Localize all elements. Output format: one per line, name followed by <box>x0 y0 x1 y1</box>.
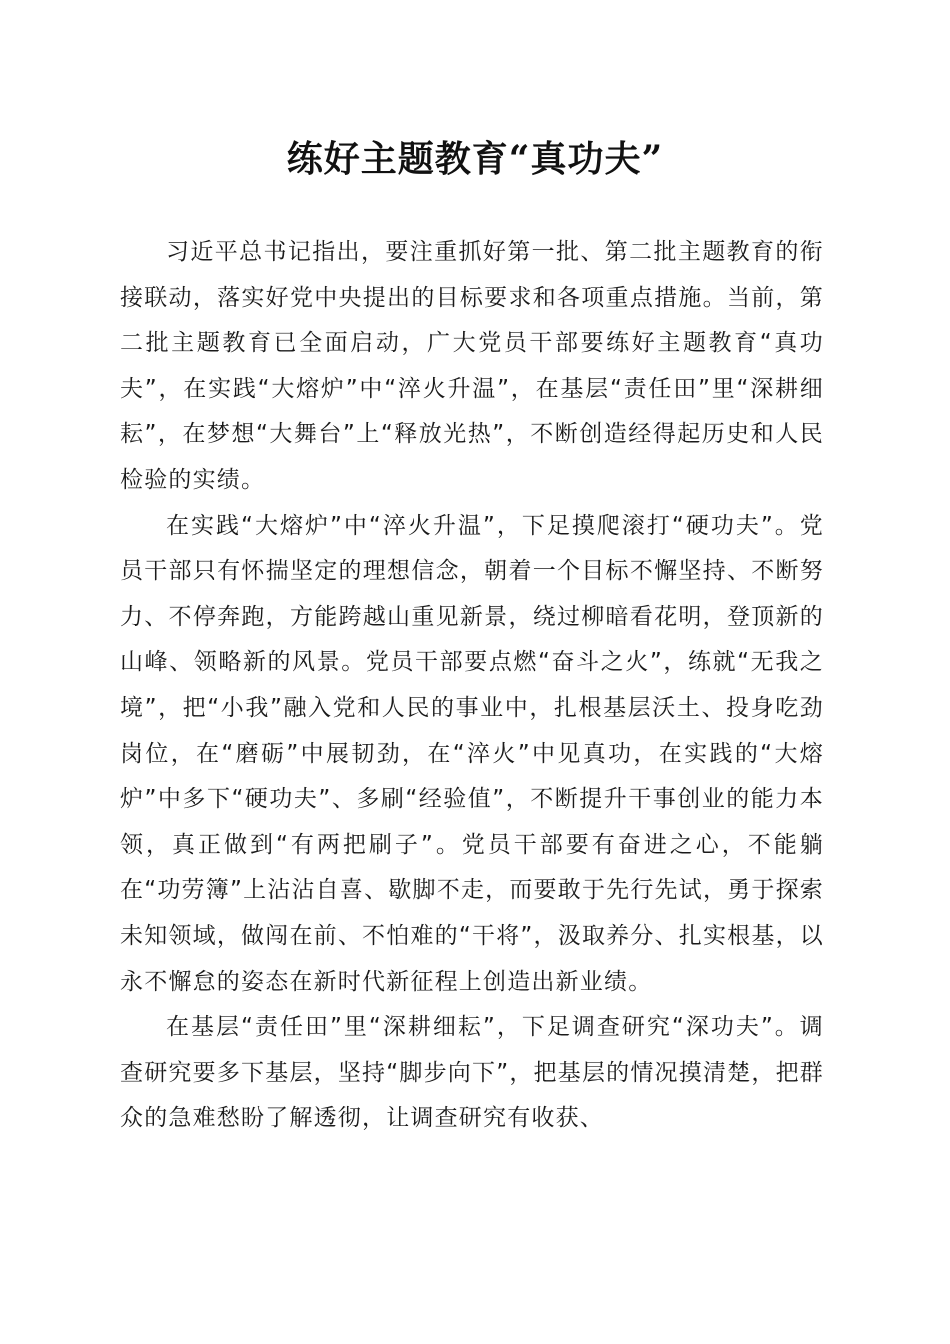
document-title: 练好主题教育“真功夫” <box>286 138 664 180</box>
paragraph-3: 在基层“责任田”里“深耕细耘”，下足调查研究“深功夫”。调查研究要多下基层，坚持“脚步向下”，把基层的情况摸清楚，把群众的急难愁盼了解透彻，让调查研究有收获、 <box>120 1014 824 1132</box>
document-body <box>120 230 824 1142</box>
paragraph-1: 习近平总书记指出，要注重抓好第一批、第二批主题教育的衔接联动，落实好党中央提出的目标要求和各项重点措施。当前，第二批主题教育已全面启动，广大党员干部要练好主题教育“真功夫”，在实践“大熔炉”中“淬火升温”，在基层“责任田”里“深耕细耘”，在梦想“大舞台”上“释放光热”，不断创造经得起历史和人民检验的实绩。 <box>120 239 824 493</box>
paragraph-2: 在实践“大熔炉”中“淬火升温”，下足摸爬滚打“硬功夫”。党员干部只有怀揣坚定的理想信念，朝着一个目标不懈坚持、不断努力、不停奔跑，方能跨越山重见新景，绕过柳暗看花明，登顶新的山峰、领略新的风景。党员干部要点燃“奋斗之火”，练就“无我之境”，把“小我”融入党和人民的事业中，扎根基层沃土、投身吃劲岗位，在“磨砺”中展韧劲，在“淬火”中见真功，在实践的“大熔炉”中多下“硬功夫”、多刷“经验值”，不断提升干事创业的能力本领，真正做到“有两把刷子”。党员干部要有奋进之心，不能躺在“功劳簿”上沾沾自喜、歇脚不走，而要敢于先行先试，勇于探索未知领域，做闯在前、不怕难的“干将”，汲取养分、扎实根基，以永不懈怠的姿态在新时代新征程上创造出新业绩。 <box>120 512 824 995</box>
